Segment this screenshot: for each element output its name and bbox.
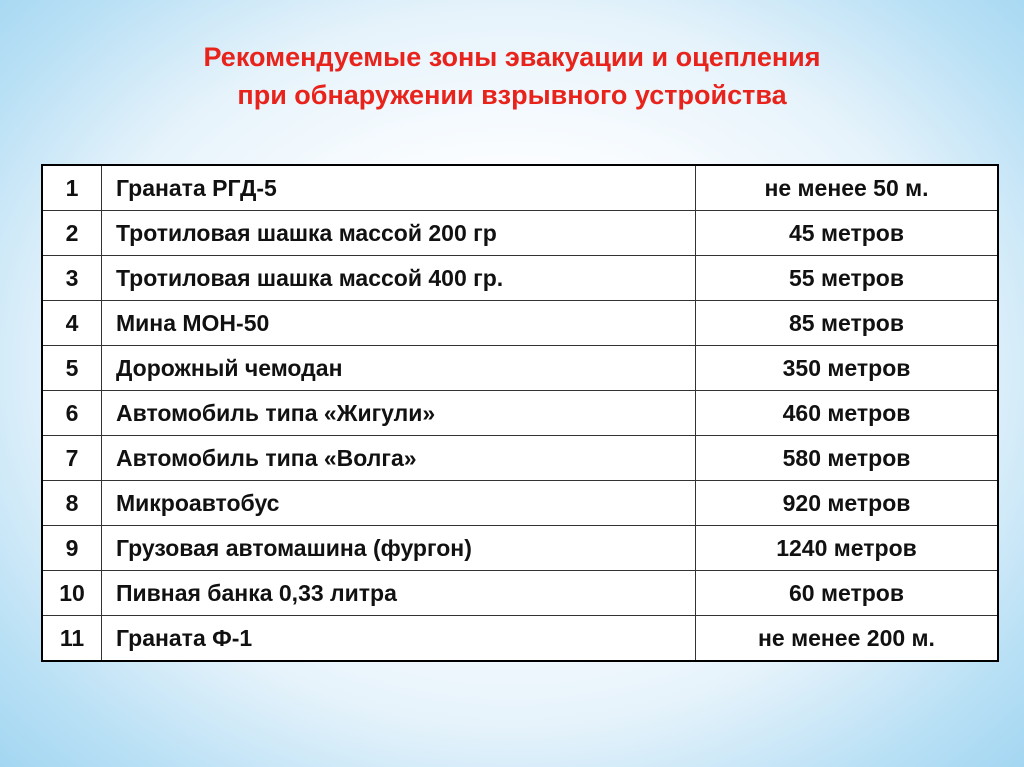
row-number: 4 bbox=[42, 301, 102, 346]
evacuation-distance: 580 метров bbox=[696, 436, 999, 481]
evacuation-distance: 85 метров bbox=[696, 301, 999, 346]
row-number: 2 bbox=[42, 211, 102, 256]
table-row bbox=[42, 616, 998, 662]
table-row bbox=[42, 346, 998, 391]
row-number: 6 bbox=[42, 391, 102, 436]
evacuation-distance: не менее 200 м. bbox=[696, 616, 999, 662]
table-row bbox=[42, 571, 998, 616]
evacuation-distance: 60 метров bbox=[696, 571, 999, 616]
device-name: Граната РГД-5 bbox=[102, 165, 696, 211]
title-line-1: Рекомендуемые зоны эвакуации и оцепления bbox=[203, 42, 821, 72]
device-name: Мина МОН-50 bbox=[102, 301, 696, 346]
row-number: 5 bbox=[42, 346, 102, 391]
device-name: Тротиловая шашка массой 400 гр. bbox=[102, 256, 696, 301]
row-number: 7 bbox=[42, 436, 102, 481]
evacuation-distance: не менее 50 м. bbox=[696, 165, 999, 211]
evacuation-zones-table bbox=[41, 164, 999, 662]
row-number: 11 bbox=[42, 616, 102, 662]
device-name: Автомобиль типа «Жигули» bbox=[102, 391, 696, 436]
device-name: Тротиловая шашка массой 200 гр bbox=[102, 211, 696, 256]
title-line-2: при обнаружении взрывного устройства bbox=[237, 80, 787, 110]
evacuation-distance: 460 метров bbox=[696, 391, 999, 436]
row-number: 9 bbox=[42, 526, 102, 571]
device-name: Автомобиль типа «Волга» bbox=[102, 436, 696, 481]
table-row bbox=[42, 165, 998, 211]
row-number: 10 bbox=[42, 571, 102, 616]
evacuation-distance: 55 метров bbox=[696, 256, 999, 301]
table-row bbox=[42, 526, 998, 571]
device-name: Пивная банка 0,33 литра bbox=[102, 571, 696, 616]
evacuation-distance: 920 метров bbox=[696, 481, 999, 526]
table-row bbox=[42, 391, 998, 436]
table-row bbox=[42, 256, 998, 301]
table-row bbox=[42, 436, 998, 481]
evacuation-distance: 1240 метров bbox=[696, 526, 999, 571]
row-number: 3 bbox=[42, 256, 102, 301]
table-row bbox=[42, 301, 998, 346]
evacuation-distance: 350 метров bbox=[696, 346, 999, 391]
table-row bbox=[42, 211, 998, 256]
row-number: 1 bbox=[42, 165, 102, 211]
device-name: Дорожный чемодан bbox=[102, 346, 696, 391]
table-row bbox=[42, 481, 998, 526]
page-title bbox=[0, 38, 1024, 114]
device-name: Микроавтобус bbox=[102, 481, 696, 526]
device-name: Граната Ф-1 bbox=[102, 616, 696, 662]
row-number: 8 bbox=[42, 481, 102, 526]
evacuation-distance: 45 метров bbox=[696, 211, 999, 256]
device-name: Грузовая автомашина (фургон) bbox=[102, 526, 696, 571]
